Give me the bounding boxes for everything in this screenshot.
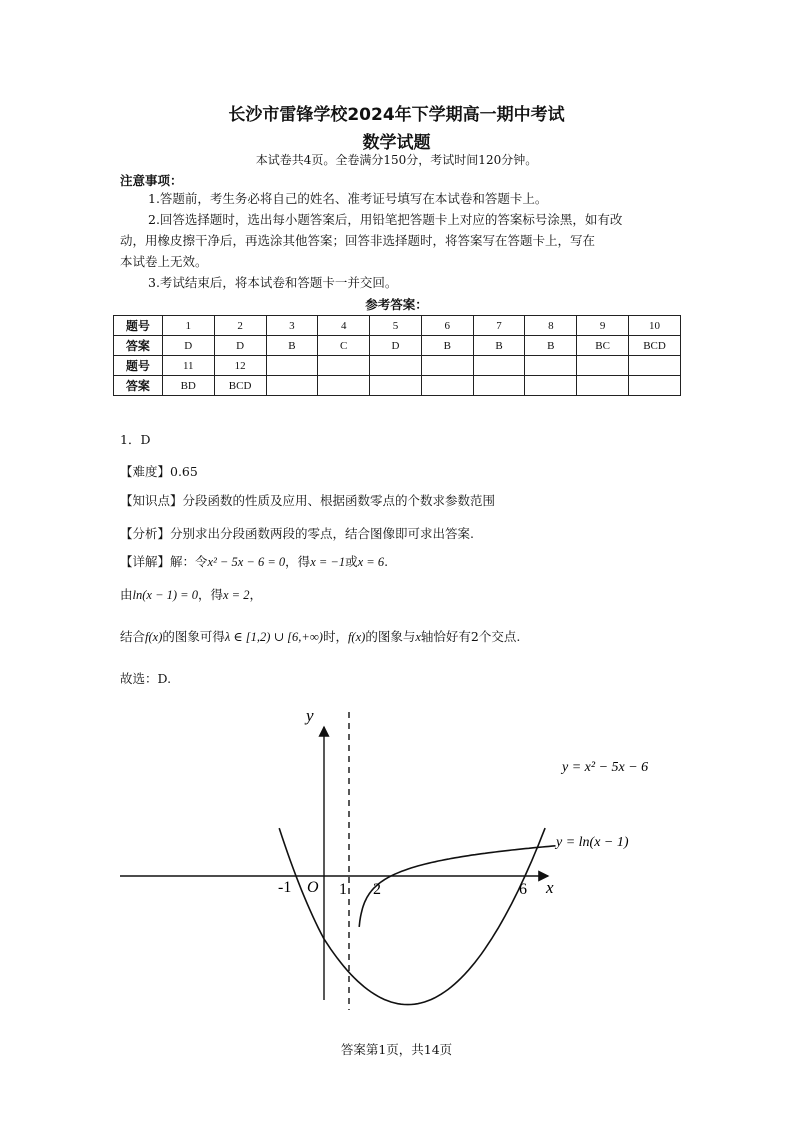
table-cell: 1 — [162, 316, 214, 336]
table-row — [114, 336, 681, 356]
tick-label-1: 1 — [339, 881, 347, 898]
table-cell: D — [214, 336, 266, 356]
table-cell: D — [370, 336, 422, 356]
table-cell — [577, 376, 629, 396]
detail-or: 或 — [345, 554, 358, 569]
table-cell: B — [266, 336, 318, 356]
table-row — [114, 356, 681, 376]
detail-mid: ，得 — [285, 554, 311, 569]
lambda-range: λ ∈ [1,2) ∪ [6,+∞) — [224, 630, 323, 644]
solution-knowledge: 【知识点】分段函数的性质及应用、根据函数零点的个数求参数范围 — [120, 493, 496, 508]
table-cell: 题号 — [114, 316, 163, 336]
ln-equation: ln(x − 1) = 0 — [132, 588, 198, 602]
table-cell — [577, 356, 629, 376]
x-axis-symbol: x — [415, 630, 421, 644]
combine-end: 轴恰好有2个交点. — [420, 629, 521, 644]
x-axis-label: x — [546, 878, 554, 897]
notice-heading: 注意事项： — [120, 173, 183, 188]
combine-mid-3: 的图象与 — [365, 629, 416, 644]
table-cell: 6 — [421, 316, 473, 336]
notice-item-2-line-2: 动，用橡皮擦干净后，再选涂其他答案；回答非选择题时，将答案写在答题卡上，写在 — [120, 233, 596, 248]
combine-prefix: 结合 — [120, 629, 146, 644]
table-cell: 2 — [214, 316, 266, 336]
table-cell: 5 — [370, 316, 422, 336]
root-1: x = −1 — [310, 555, 346, 569]
solution-ln-line — [120, 585, 262, 603]
solution-detail — [120, 552, 388, 570]
table-cell: 8 — [525, 316, 577, 336]
table-cell — [266, 376, 318, 396]
table-cell: 答案 — [114, 336, 163, 356]
table-cell: 12 — [214, 356, 266, 376]
table-row — [114, 376, 681, 396]
table-cell — [525, 356, 577, 376]
table-cell: BCD — [214, 376, 266, 396]
ln-end: ， — [249, 587, 262, 602]
table-cell: 3 — [266, 316, 318, 336]
table-cell — [370, 376, 422, 396]
y-axis-label: y — [306, 706, 314, 725]
notice-item-2-line-1: 2.回答选择题时，选出每小题答案后，用铅笔把答题卡上对应的答案标号涂黑，如有改 — [148, 212, 623, 227]
detail-end: . — [384, 554, 389, 569]
exam-intro: 本试卷共4页。全卷满分150分，考试时间120分钟。 — [255, 153, 538, 167]
table-cell — [629, 356, 681, 376]
table-cell: 题号 — [114, 356, 163, 376]
table-cell: D — [162, 336, 214, 356]
notice-item-2-line-3: 本试卷上无效。 — [120, 254, 208, 269]
combine-mid-1: 的图象可得 — [162, 629, 225, 644]
table-cell — [421, 356, 473, 376]
notice-item-1: 1.答题前，考生务必将自己的姓名、准考证号填写在本试卷和答题卡上。 — [148, 191, 548, 206]
quadratic-equation: x² − 5x − 6 = 0 — [207, 555, 286, 569]
table-cell — [473, 356, 525, 376]
ln-mid: ，得 — [197, 587, 223, 602]
exam-subtitle: 数学试题 — [362, 133, 431, 153]
fx-label: f(x) — [145, 630, 163, 644]
table-cell: B — [421, 336, 473, 356]
log-equation-label: y = ln(x − 1) — [556, 835, 629, 850]
table-cell — [421, 376, 473, 396]
table-cell: 7 — [473, 316, 525, 336]
combine-mid-2: 时， — [322, 629, 348, 644]
table-row — [114, 316, 681, 336]
table-cell: 答案 — [114, 376, 163, 396]
tick-label-2: 2 — [373, 881, 381, 898]
table-cell: BC — [577, 336, 629, 356]
answer-key-heading: 参考答案： — [365, 297, 428, 312]
ln-root: x = 2 — [223, 588, 250, 602]
tick-label-neg1: -1 — [278, 879, 292, 896]
solution-choice: 故选：D. — [120, 671, 172, 686]
answer-key-table — [113, 315, 681, 396]
table-cell — [266, 356, 318, 376]
table-cell — [629, 376, 681, 396]
root-2: x = 6 — [357, 555, 385, 569]
fx-label-2: f(x) — [347, 630, 366, 644]
table-cell: 9 — [577, 316, 629, 336]
table-cell — [473, 376, 525, 396]
solution-difficulty: 【难度】0.65 — [120, 464, 198, 479]
table-cell: 10 — [629, 316, 681, 336]
table-cell: 4 — [318, 316, 370, 336]
solution-analysis: 【分析】分别求出分段函数两段的零点，结合图像即可求出答案. — [120, 526, 474, 541]
solution-combine-line — [120, 627, 520, 645]
table-cell: C — [318, 336, 370, 356]
table-cell — [318, 356, 370, 376]
table-cell: BCD — [629, 336, 681, 356]
table-cell — [370, 356, 422, 376]
table-cell: B — [525, 336, 577, 356]
table-cell: 11 — [162, 356, 214, 376]
tick-label-6: 6 — [519, 881, 527, 898]
exam-title: 长沙市雷锋学校2024年下学期高一期中考试 — [228, 105, 565, 125]
table-cell — [525, 376, 577, 396]
origin-label: O — [307, 879, 319, 896]
solution-number: 1．D — [120, 432, 151, 447]
parabola-curve — [279, 828, 545, 1005]
parabola-equation-label: y = x² − 5x − 6 — [562, 760, 649, 775]
page-footer: 答案第1页，共14页 — [340, 1042, 453, 1057]
notice-item-3: 3.考试结束后，将本试卷和答题卡一并交回。 — [148, 275, 398, 290]
table-cell: B — [473, 336, 525, 356]
table-cell — [318, 376, 370, 396]
table-cell: BD — [162, 376, 214, 396]
detail-prefix: 【详解】解：令 — [120, 554, 208, 569]
ln-prefix: 由 — [120, 587, 133, 602]
function-graph — [0, 695, 793, 1030]
